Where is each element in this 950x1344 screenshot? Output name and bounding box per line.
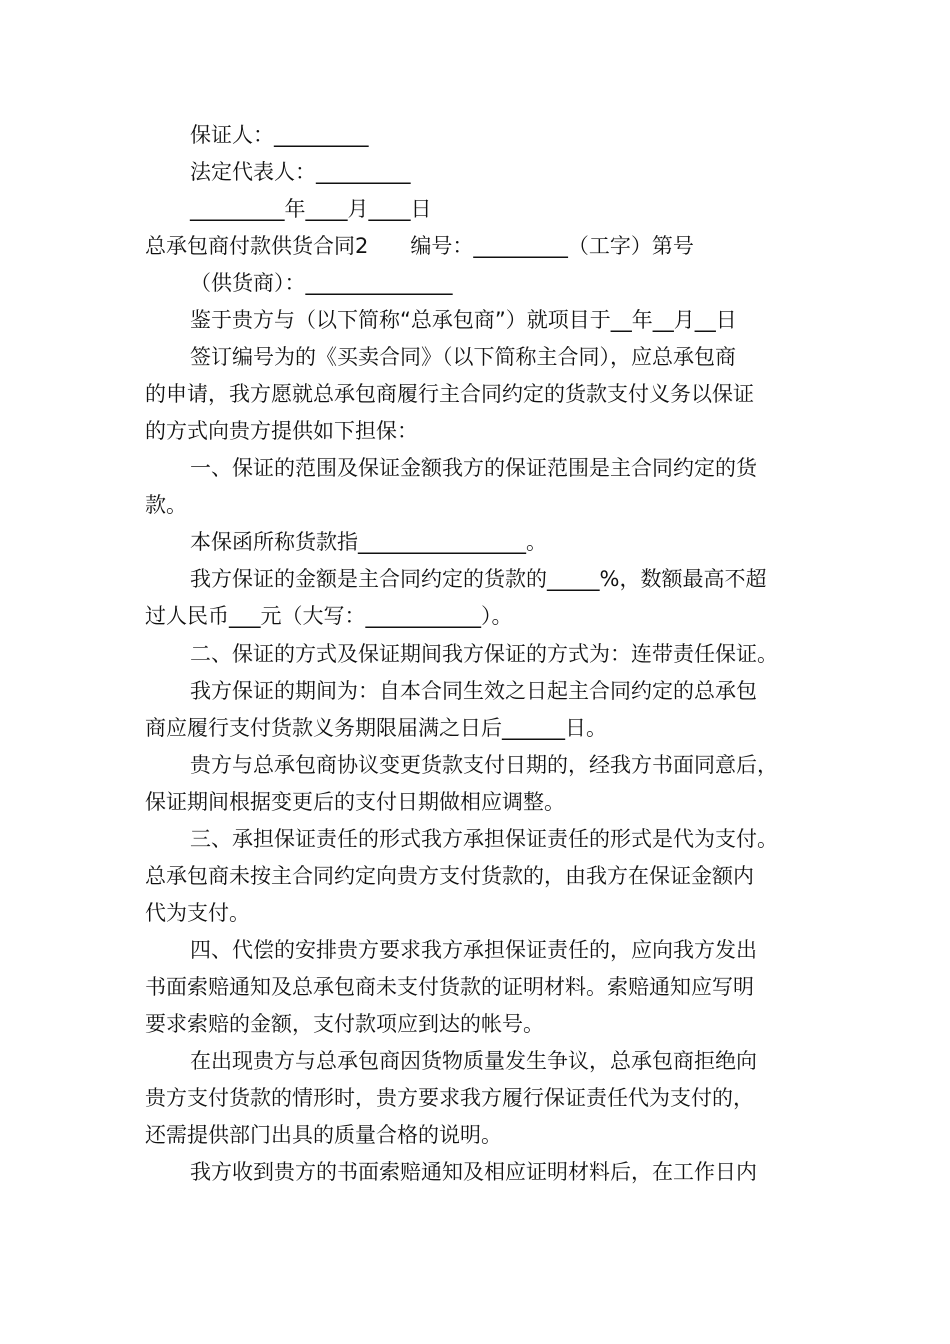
text-line: 鉴于贵方与（以下简称“总承包商”）就项目于__年__月__日 [190,308,737,332]
text-line: 法定代表人：_________ [190,160,411,184]
text-line: 二、保证的方式及保证期间我方保证的方式为：连带责任保证。 [190,642,778,666]
text-line: 过人民币___元（大写：___________）。 [145,604,513,628]
text-line: 一、保证的范围及保证金额我方的保证范围是主合同约定的货 [190,456,757,480]
text-line: 还需提供部门出具的质量合格的说明。 [145,1123,502,1147]
text-line: _________年____月____日 [190,197,432,221]
text-line: 款。 [145,493,187,517]
text-line: 我方收到贵方的书面索赔通知及相应证明材料后，在工作日内 [190,1160,757,1184]
text-line: 签订编号为的《买卖合同》（以下简称主合同），应总承包商 [190,345,736,369]
text-line: 本保函所称货款指________________。 [190,530,547,554]
text-line: 我方保证的金额是主合同约定的货款的_____%，数额最高不超 [190,567,767,591]
text-line: 总承包商付款供货合同2 编号：_________（工字）第号 [145,234,694,258]
text-line: 商应履行支付货款义务期限届满之日后______日。 [145,716,607,740]
text-line: 三、承担保证责任的形式我方承担保证责任的形式是代为支付。 [190,827,778,851]
text-line: 的申请，我方愿就总承包商履行主合同约定的货款支付义务以保证 [145,382,754,406]
text-line: 总承包商未按主合同约定向贵方支付货款的，由我方在保证金额内 [145,864,754,888]
text-line: 要求索赔的金额，支付款项应到达的帐号。 [145,1012,544,1036]
text-line: （供货商）：______________ [190,271,453,295]
text-line: 四、代偿的安排贵方要求我方承担保证责任的，应向我方发出 [190,938,757,962]
text-line: 保证人：_________ [190,123,369,147]
text-line: 的方式向贵方提供如下担保： [145,419,418,443]
text-line: 贵方与总承包商协议变更货款支付日期的，经我方书面同意后， [190,753,778,777]
text-line: 贵方支付货款的情形时，贵方要求我方履行保证责任代为支付的， [145,1086,754,1110]
text-line: 代为支付。 [145,901,250,925]
text-line: 在出现贵方与总承包商因货物质量发生争议，总承包商拒绝向 [190,1049,757,1073]
text-line: 保证期间根据变更后的支付日期做相应调整。 [145,790,565,814]
text-line: 书面索赔通知及总承包商未支付货款的证明材料。索赔通知应写明 [145,975,754,999]
text-line: 我方保证的期间为：自本合同生效之日起主合同约定的总承包 [190,679,757,703]
